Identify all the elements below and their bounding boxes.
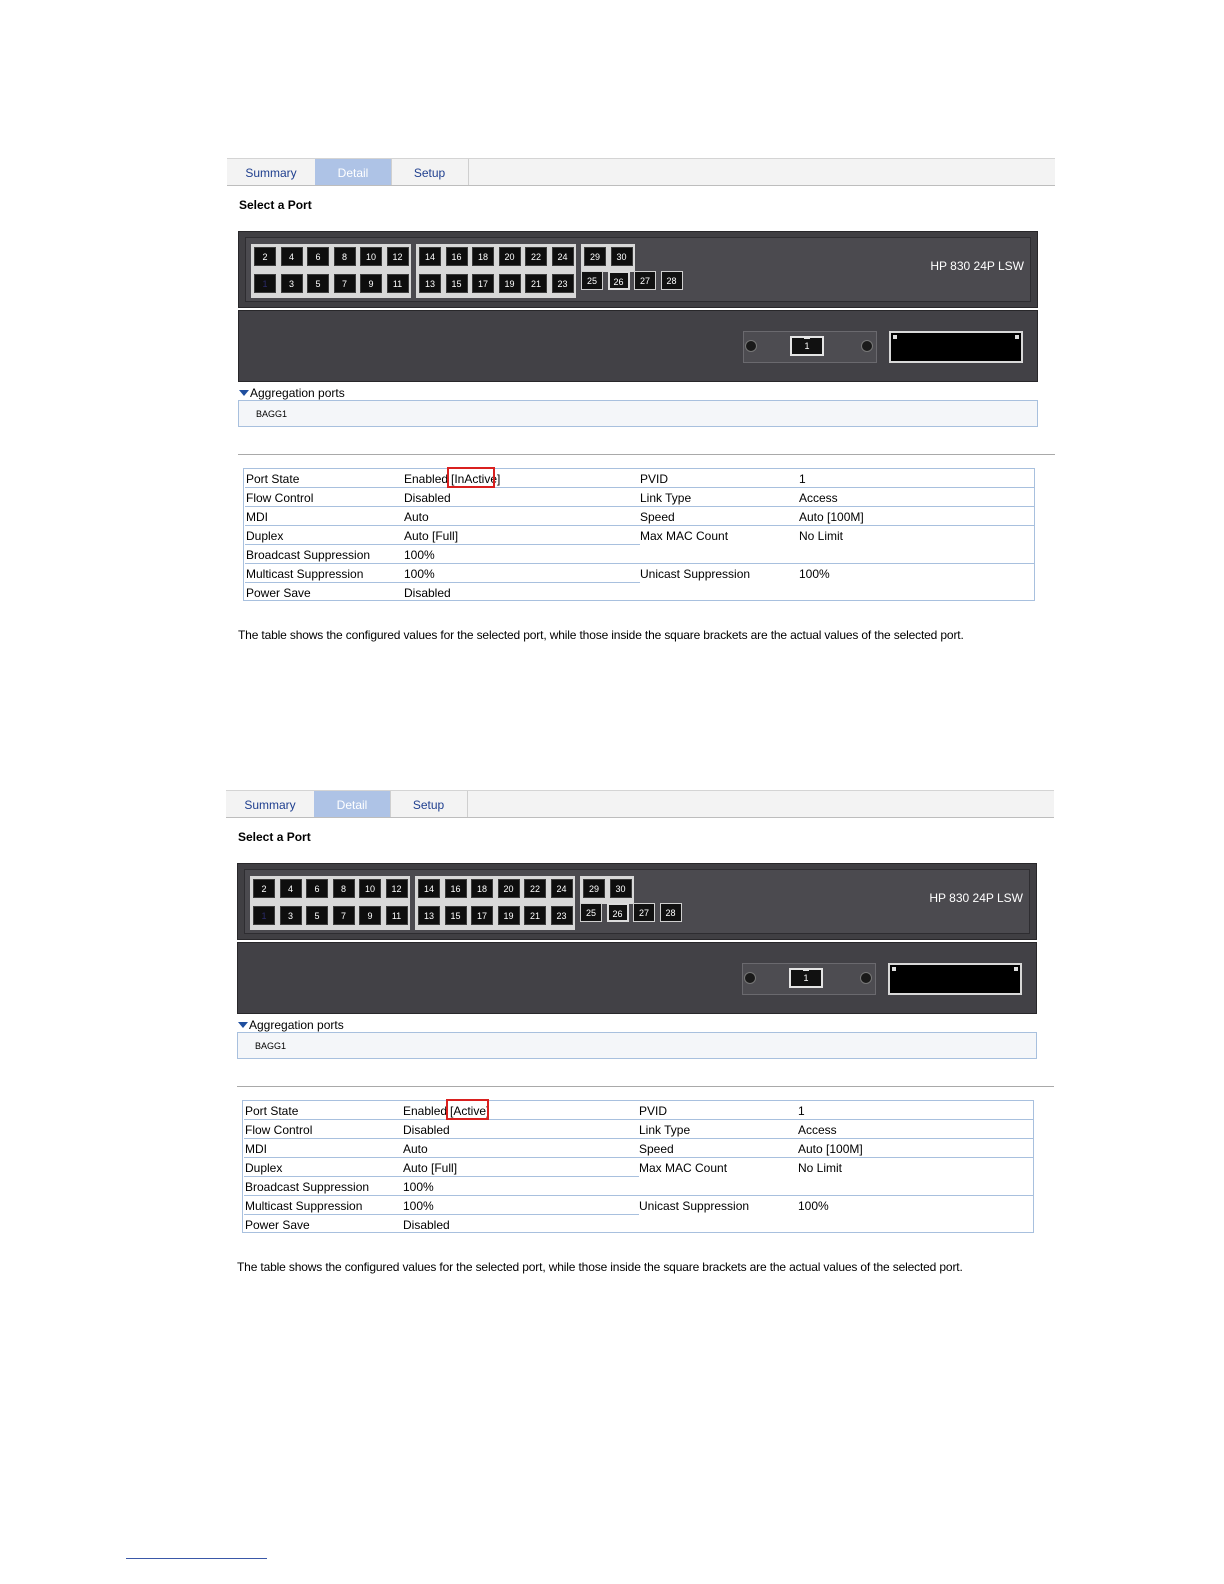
field-value: 100% [403, 1199, 434, 1213]
port-group-3 [580, 876, 634, 904]
field-label: Max MAC Count [639, 1161, 728, 1175]
port-9[interactable]: 9 [359, 906, 381, 925]
field-label: Unicast Suppression [639, 1199, 750, 1213]
field-value: Disabled [403, 1123, 450, 1137]
port-1[interactable]: 1 [253, 906, 275, 925]
port-29[interactable]: 29 [584, 247, 606, 266]
field-label: Max MAC Count [640, 529, 729, 543]
port-18[interactable]: 18 [472, 247, 494, 266]
tab-summary[interactable]: Summary [227, 159, 316, 185]
sfp-port-group [581, 271, 691, 293]
empty-card-slot [888, 963, 1022, 995]
port-17[interactable]: 17 [471, 906, 493, 925]
port-4[interactable]: 4 [280, 879, 302, 898]
field-label: Multicast Suppression [246, 567, 364, 581]
field-label: Port State [246, 472, 300, 486]
aggregation-ports-list [238, 400, 1038, 427]
slot-port-1[interactable]: 1 [790, 336, 824, 356]
port-16[interactable]: 16 [446, 247, 468, 266]
port-30[interactable]: 30 [610, 879, 632, 898]
footnote: The table shows the configured values for the selected port, while those inside the square brackets are the actual values of the selected port. [237, 1260, 963, 1274]
field-label: Speed [639, 1142, 674, 1156]
screw-icon [861, 340, 873, 352]
tab-setup[interactable]: Setup [390, 791, 468, 817]
port-26[interactable]: 26 [608, 271, 630, 290]
port-5[interactable]: 5 [307, 274, 329, 293]
field-value: No Limit [798, 1161, 843, 1175]
port-27[interactable]: 27 [633, 903, 655, 922]
slot-marker [893, 335, 897, 339]
port-20[interactable]: 20 [498, 879, 520, 898]
port-2[interactable]: 2 [253, 879, 275, 898]
aggregation-port-item[interactable]: BAGG1 [255, 1041, 287, 1051]
port-13[interactable]: 13 [419, 274, 441, 293]
field-value: Auto [100M] [799, 510, 864, 524]
port-21[interactable]: 21 [524, 906, 546, 925]
field-value: Auto [Full] [404, 529, 459, 543]
field-label: PVID [640, 472, 669, 486]
port-5[interactable]: 5 [306, 906, 328, 925]
expansion-slot-panel [238, 310, 1038, 382]
field-value: 1 [798, 1104, 805, 1118]
port-detail-panel-1 [227, 158, 1055, 648]
port-11[interactable]: 11 [387, 274, 409, 293]
port-28[interactable]: 28 [661, 271, 683, 290]
section-divider [238, 454, 1055, 455]
port-3[interactable]: 3 [281, 274, 303, 293]
port-22[interactable]: 22 [525, 247, 547, 266]
table-row [244, 526, 1034, 545]
expansion-slot-panel [237, 942, 1037, 1014]
port-12[interactable]: 12 [387, 247, 409, 266]
aggregation-ports-header: Aggregation ports [250, 386, 345, 400]
table-row [243, 1196, 1033, 1215]
field-label: Speed [640, 510, 675, 524]
port-24[interactable]: 24 [551, 879, 573, 898]
port-group-2 [416, 244, 576, 298]
port-6[interactable]: 6 [307, 247, 329, 266]
port-3[interactable]: 3 [280, 906, 302, 925]
port-7[interactable]: 7 [333, 906, 355, 925]
field-label: Flow Control [246, 491, 314, 505]
tab-summary[interactable]: Summary [226, 791, 315, 817]
aggregation-port-item[interactable]: BAGG1 [256, 409, 288, 419]
table-row [244, 564, 1034, 583]
port-17[interactable]: 17 [472, 274, 494, 293]
tab-bar [226, 790, 1054, 818]
footnote: The table shows the configured values for the selected port, while those inside the square brackets are the actual values of the selected port. [238, 628, 964, 642]
field-label: Power Save [245, 1218, 310, 1232]
field-label: Port State [245, 1104, 299, 1118]
port-6[interactable]: 6 [306, 879, 328, 898]
field-label: Flow Control [245, 1123, 313, 1137]
port-1[interactable]: 1 [254, 274, 276, 293]
port-detail-table [242, 1100, 1034, 1233]
device-model-label: HP 830 24P LSW [929, 891, 1023, 905]
port-16[interactable]: 16 [445, 879, 467, 898]
port-8[interactable]: 8 [334, 247, 356, 266]
field-label: Unicast Suppression [640, 567, 751, 581]
port-14[interactable]: 14 [418, 879, 440, 898]
table-row [243, 1101, 1033, 1120]
port-20[interactable]: 20 [499, 247, 521, 266]
field-label: Duplex [245, 1161, 283, 1175]
slot-marker [892, 967, 896, 971]
triangle-down-icon [238, 1022, 248, 1028]
screw-icon [744, 972, 756, 984]
port-11[interactable]: 11 [386, 906, 408, 925]
switch-faceplate [237, 863, 1037, 940]
field-value: 100% [403, 1180, 434, 1194]
table-row [244, 507, 1034, 526]
field-label: Link Type [639, 1123, 691, 1137]
port-25[interactable]: 25 [580, 903, 602, 922]
table-row [244, 469, 1034, 488]
port-18[interactable]: 18 [471, 879, 493, 898]
aggregation-ports-header: Aggregation ports [249, 1018, 344, 1032]
field-label: Broadcast Suppression [245, 1180, 370, 1194]
port-group-3 [581, 244, 635, 272]
tab-bar [227, 158, 1055, 186]
field-value: Auto [Full] [403, 1161, 458, 1175]
port-24[interactable]: 24 [552, 247, 574, 266]
port-23[interactable]: 23 [552, 274, 574, 293]
screw-icon [860, 972, 872, 984]
field-value: 100% [404, 567, 435, 581]
field-label: Broadcast Suppression [246, 548, 371, 562]
port-27[interactable]: 27 [634, 271, 656, 290]
field-label: Duplex [246, 529, 284, 543]
field-value: Disabled [404, 586, 451, 600]
aggregation-ports-list [237, 1032, 1037, 1059]
field-value: Auto [403, 1142, 428, 1156]
table-row [244, 488, 1034, 507]
port-15[interactable]: 15 [446, 274, 468, 293]
port-29[interactable]: 29 [583, 879, 605, 898]
interface-card-slot [742, 963, 876, 995]
table-row [243, 1177, 1033, 1196]
field-label: MDI [245, 1142, 267, 1156]
field-value: 1 [799, 472, 806, 486]
port-19[interactable]: 19 [498, 906, 520, 925]
port-group-2 [415, 876, 575, 930]
port-group-1 [251, 244, 411, 298]
port-7[interactable]: 7 [334, 274, 356, 293]
field-value: Enabled [404, 472, 449, 486]
slot-port-1[interactable]: 1 [789, 968, 823, 988]
aggregation-ports-toggle[interactable] [238, 1018, 344, 1032]
port-14[interactable]: 14 [419, 247, 441, 266]
port-10[interactable]: 10 [360, 247, 382, 266]
field-value: Auto [100M] [798, 1142, 863, 1156]
port-28[interactable]: 28 [660, 903, 682, 922]
field-value: Access [798, 1123, 837, 1137]
table-row [243, 1158, 1033, 1177]
field-value: Disabled [404, 491, 451, 505]
field-value: 100% [799, 567, 830, 581]
highlight-box [447, 467, 495, 488]
section-divider [237, 1086, 1054, 1087]
field-value: Disabled [403, 1218, 450, 1232]
table-row [243, 1120, 1033, 1139]
field-value: Access [799, 491, 838, 505]
field-value: Auto [404, 510, 429, 524]
port-25[interactable]: 25 [581, 271, 603, 290]
port-group-1 [250, 876, 410, 930]
port-2[interactable]: 2 [254, 247, 276, 266]
port-10[interactable]: 10 [359, 879, 381, 898]
tab-detail[interactable]: Detail [314, 791, 391, 817]
port-19[interactable]: 19 [499, 274, 521, 293]
table-row [243, 1139, 1033, 1158]
field-value: 100% [798, 1199, 829, 1213]
port-23[interactable]: 23 [551, 906, 573, 925]
footer-rule [126, 1558, 267, 1559]
field-label: PVID [639, 1104, 668, 1118]
field-value: 100% [404, 548, 435, 562]
field-label: Power Save [246, 586, 311, 600]
aggregation-ports-toggle[interactable] [239, 386, 345, 400]
triangle-down-icon [239, 390, 249, 396]
port-panel [244, 869, 1030, 934]
table-row [244, 583, 1034, 602]
switch-faceplate [238, 231, 1038, 308]
field-label: Link Type [640, 491, 692, 505]
select-port-title: Select a Port [238, 830, 311, 844]
port-21[interactable]: 21 [525, 274, 547, 293]
tab-setup[interactable]: Setup [391, 159, 469, 185]
port-13[interactable]: 13 [418, 906, 440, 925]
port-detail-panel-2 [226, 790, 1054, 1280]
port-22[interactable]: 22 [524, 879, 546, 898]
port-detail-table [243, 468, 1035, 601]
slot-marker [1015, 335, 1019, 339]
tab-detail[interactable]: Detail [315, 159, 392, 185]
port-4[interactable]: 4 [281, 247, 303, 266]
device-model-label: HP 830 24P LSW [930, 259, 1024, 273]
port-15[interactable]: 15 [445, 906, 467, 925]
sfp-port-group [580, 903, 690, 925]
field-label: Multicast Suppression [245, 1199, 363, 1213]
table-row [244, 545, 1034, 564]
select-port-title: Select a Port [239, 198, 312, 212]
port-12[interactable]: 12 [386, 879, 408, 898]
interface-card-slot [743, 331, 877, 363]
port-26[interactable]: 26 [607, 903, 629, 922]
screw-icon [745, 340, 757, 352]
port-30[interactable]: 30 [611, 247, 633, 266]
port-panel [245, 237, 1031, 302]
field-label: MDI [246, 510, 268, 524]
actual-state-value: [InActive] [451, 472, 501, 486]
slot-marker [1014, 967, 1018, 971]
table-row [243, 1215, 1033, 1234]
port-8[interactable]: 8 [333, 879, 355, 898]
field-value: No Limit [799, 529, 844, 543]
field-value: Enabled [403, 1104, 448, 1118]
highlight-box [446, 1099, 489, 1120]
actual-state-value: [Active] [450, 1104, 490, 1118]
port-9[interactable]: 9 [360, 274, 382, 293]
empty-card-slot [889, 331, 1023, 363]
